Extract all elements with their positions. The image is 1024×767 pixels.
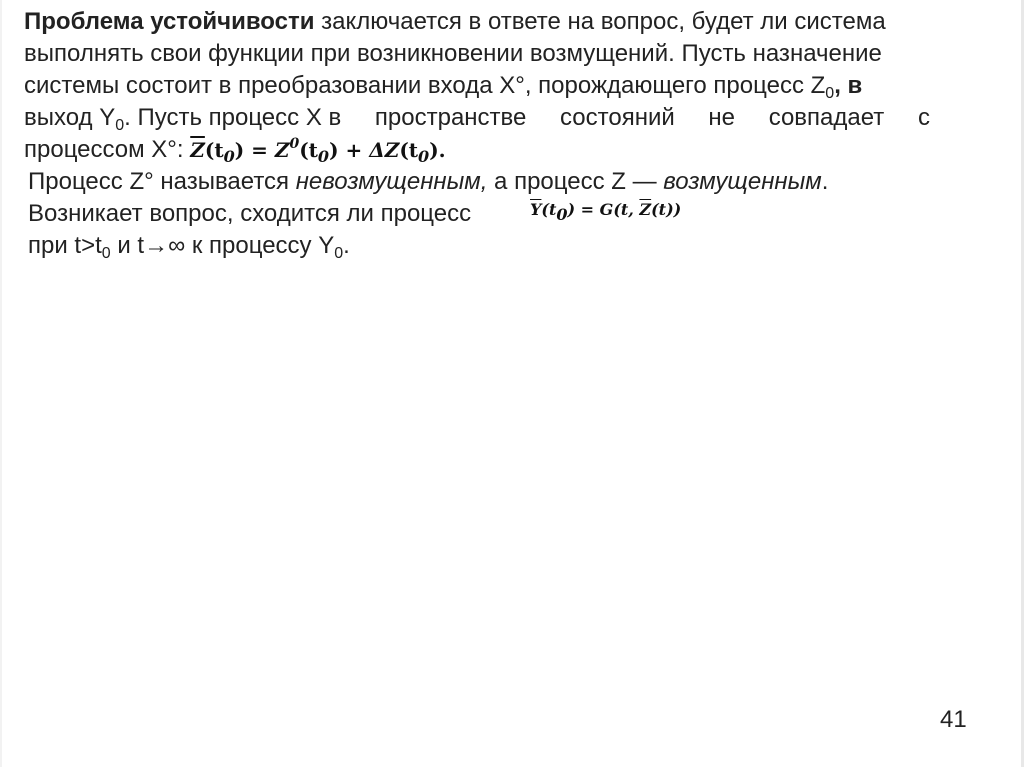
convergence-paragraph: [28, 166, 928, 262]
para1-line-1: Проблема устойчивости заключается в ответе на вопрос, будет ли система: [24, 8, 886, 35]
page-number: 41: [940, 706, 967, 733]
output-process-formula: $\overline{Y}(t_0) = G(t$, $\overline{Z}(t)$): [530, 200, 682, 224]
para2-line-2: Возникает вопрос, сходится ли процесс: [28, 200, 472, 227]
para2-line-3: при $t>t_0$ и t→∞ к процессу $Y_0$.: [28, 232, 350, 262]
para1-line-5: процессом X°: $\overline{Z}(t_0) = Z^0(t_0) + \Delta Z(t_0)$.: [24, 136, 446, 166]
slide-left-edge: [0, 0, 2, 767]
para1-line-2: выполнять свои функции при возникновении возмущений. Пусть назначение: [24, 40, 882, 67]
stability-paragraph: [24, 6, 930, 166]
perturbed-process-formula: $\overline{Z}(t_0) = Z^0(t_0) + \Delta Z(t_0)$.: [190, 136, 446, 166]
para1-line-4: выход $Y_0$. Пусть процесс X в пространстве состояний не совпадает с: [24, 104, 930, 134]
para2-line-1: Процесс Z° называется невозмущенным, а процесс Z — возмущенным.: [28, 168, 829, 195]
para1-line-3: системы состоит в преобразовании входа X°, порождающего процесс $Z_0$, в: [24, 72, 863, 102]
stability-term: Проблема устойчивости: [24, 8, 315, 35]
